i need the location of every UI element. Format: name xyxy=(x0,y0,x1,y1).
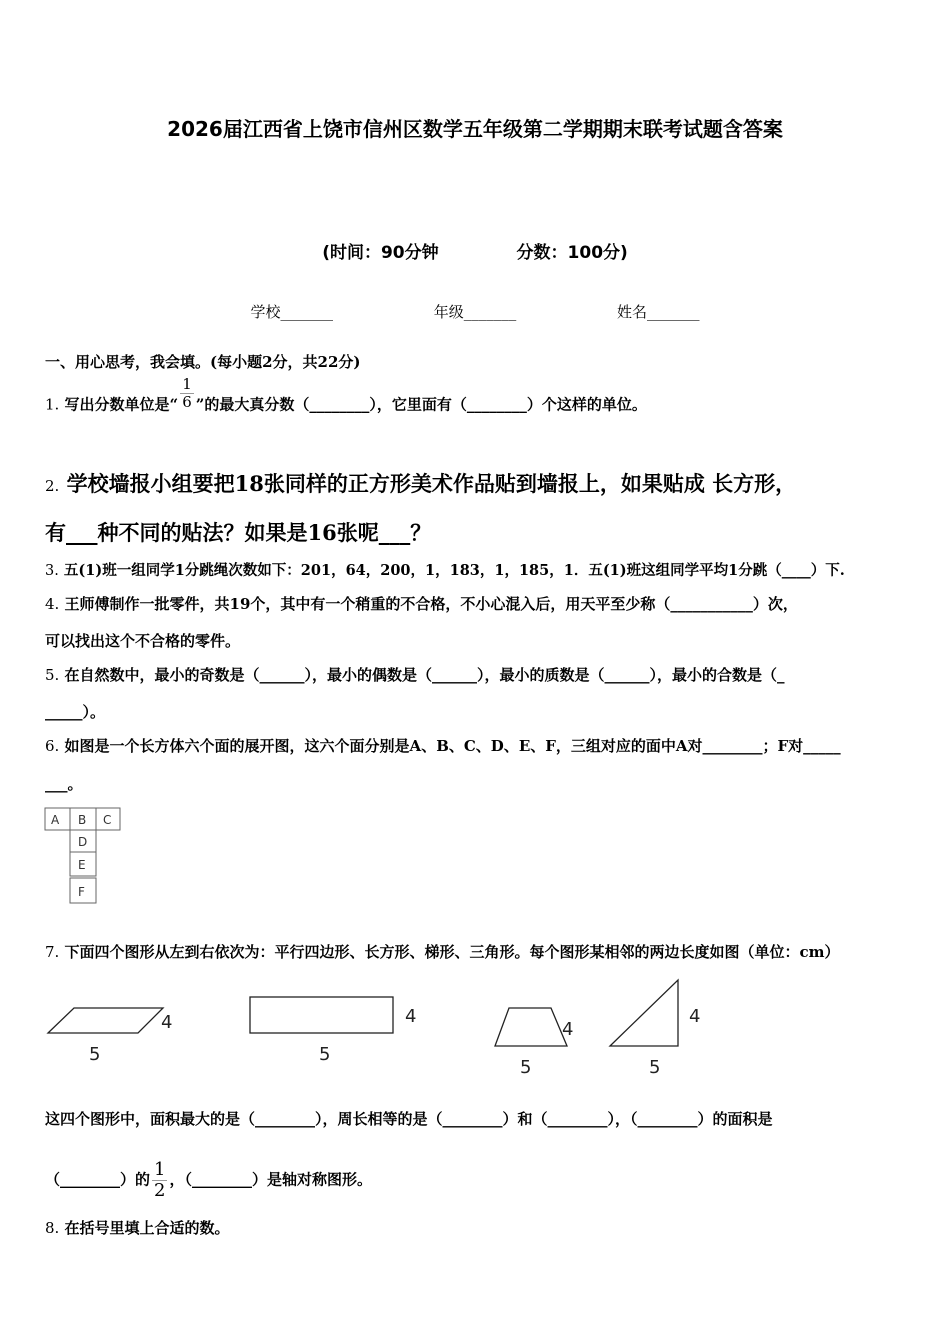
triangle-shape xyxy=(610,980,678,1046)
fraction-numerator: 1 xyxy=(182,375,192,393)
question-text: 学校墙报小组要把18张同样的正方形美术作品贴到墙报上，如果贴成 长方形， xyxy=(66,471,797,496)
question-text: 如图是一个长方体六个面的展开图，这六个面分别是A、B、C、D、E、F，三组对应的面中A对________；F对_____ xyxy=(64,737,841,755)
question-text: 下面四个图形从左到右依次为：平行四边形、长方形、梯形、三角形。每个图形某相邻的两边长度如图（单位：cm） xyxy=(64,943,840,961)
net-label: F xyxy=(78,885,85,899)
question-text: ”的最大真分数（________），它里面有（________）个这样的单位。 xyxy=(195,395,647,414)
question-number: 1. xyxy=(45,395,60,414)
net-label: B xyxy=(78,813,87,827)
side-label: 5 xyxy=(319,1044,331,1065)
question-text: 五(1)班一组同学1分跳绳次数如下：201，64，200，1，183，1，185，1．五(1)班这组同学平均1分跳（____）下. xyxy=(63,562,845,579)
question-7-fill2 xyxy=(45,1160,372,1201)
question-text: ，（________）是轴对称图形。 xyxy=(169,1170,372,1189)
question-2-line2: 有___种不同的贴法？如果是16张呢___？ xyxy=(45,520,432,545)
exam-score: 分数：100分) xyxy=(516,243,628,263)
fraction-numerator: 1 xyxy=(154,1159,166,1180)
parallelogram-shape xyxy=(48,1008,163,1033)
side-label: 4 xyxy=(161,1012,173,1033)
net-label: C xyxy=(103,813,112,827)
question-7 xyxy=(45,941,840,962)
question-5-line2: _____）。 xyxy=(45,703,106,721)
question-number: 3. xyxy=(45,563,59,579)
section-heading: 一、用心思考，我会填。(每小题2分，共22分) xyxy=(45,353,361,371)
grade-field: 年级_______ xyxy=(433,303,517,321)
fraction-denominator: 6 xyxy=(182,393,192,411)
question-number: 2. xyxy=(45,477,60,495)
question-text: 写出分数单位是“ xyxy=(64,395,179,414)
trapezoid-shape xyxy=(495,1008,567,1046)
school-field: 学校_______ xyxy=(250,303,333,321)
side-label: 5 xyxy=(649,1057,661,1078)
question-6-line2: ___。 xyxy=(45,775,83,793)
net-label: A xyxy=(51,813,60,827)
question-number: 7. xyxy=(45,943,60,961)
question-number: 6. xyxy=(45,737,60,755)
question-8 xyxy=(45,1217,230,1238)
side-label: 4 xyxy=(562,1019,574,1040)
side-label: 5 xyxy=(520,1057,532,1078)
fraction-denominator: 2 xyxy=(154,1180,166,1201)
question-text: 在括号里填上合适的数。 xyxy=(64,1219,230,1237)
question-number: 4. xyxy=(45,595,60,613)
net-label: D xyxy=(78,835,88,849)
net-label: E xyxy=(78,858,86,872)
question-text: 王师傅制作一批零件，共19个，其中有一个稍重的不合格，不小心混入后，用天平至少称（___________）次， xyxy=(64,595,798,613)
question-number: 8. xyxy=(45,1219,60,1237)
side-label: 4 xyxy=(405,1006,417,1027)
question-4-line2: 可以找出这个不合格的零件。 xyxy=(45,632,241,650)
fraction xyxy=(152,1160,167,1201)
side-label: 4 xyxy=(689,1006,701,1027)
side-label: 5 xyxy=(89,1044,101,1065)
question-text: （________）的 xyxy=(45,1170,151,1189)
question-text: 在自然数中，最小的奇数是（______），最小的偶数是（______），最小的质数是（______），最小的合数是（_ xyxy=(64,666,785,684)
question-number: 5. xyxy=(45,666,60,684)
document-title: 2026届江西省上饶市信州区数学五年级第二学期期末联考试题含答案 xyxy=(167,117,783,141)
name-field: 姓名_______ xyxy=(617,303,700,321)
rectangle-shape xyxy=(250,997,393,1033)
exam-time: (时间：90分钟 xyxy=(322,243,439,263)
question-7-fill1: 这四个图形中，面积最大的是（________），周长相等的是（________）和（________），（________）的面积是 xyxy=(45,1110,773,1128)
